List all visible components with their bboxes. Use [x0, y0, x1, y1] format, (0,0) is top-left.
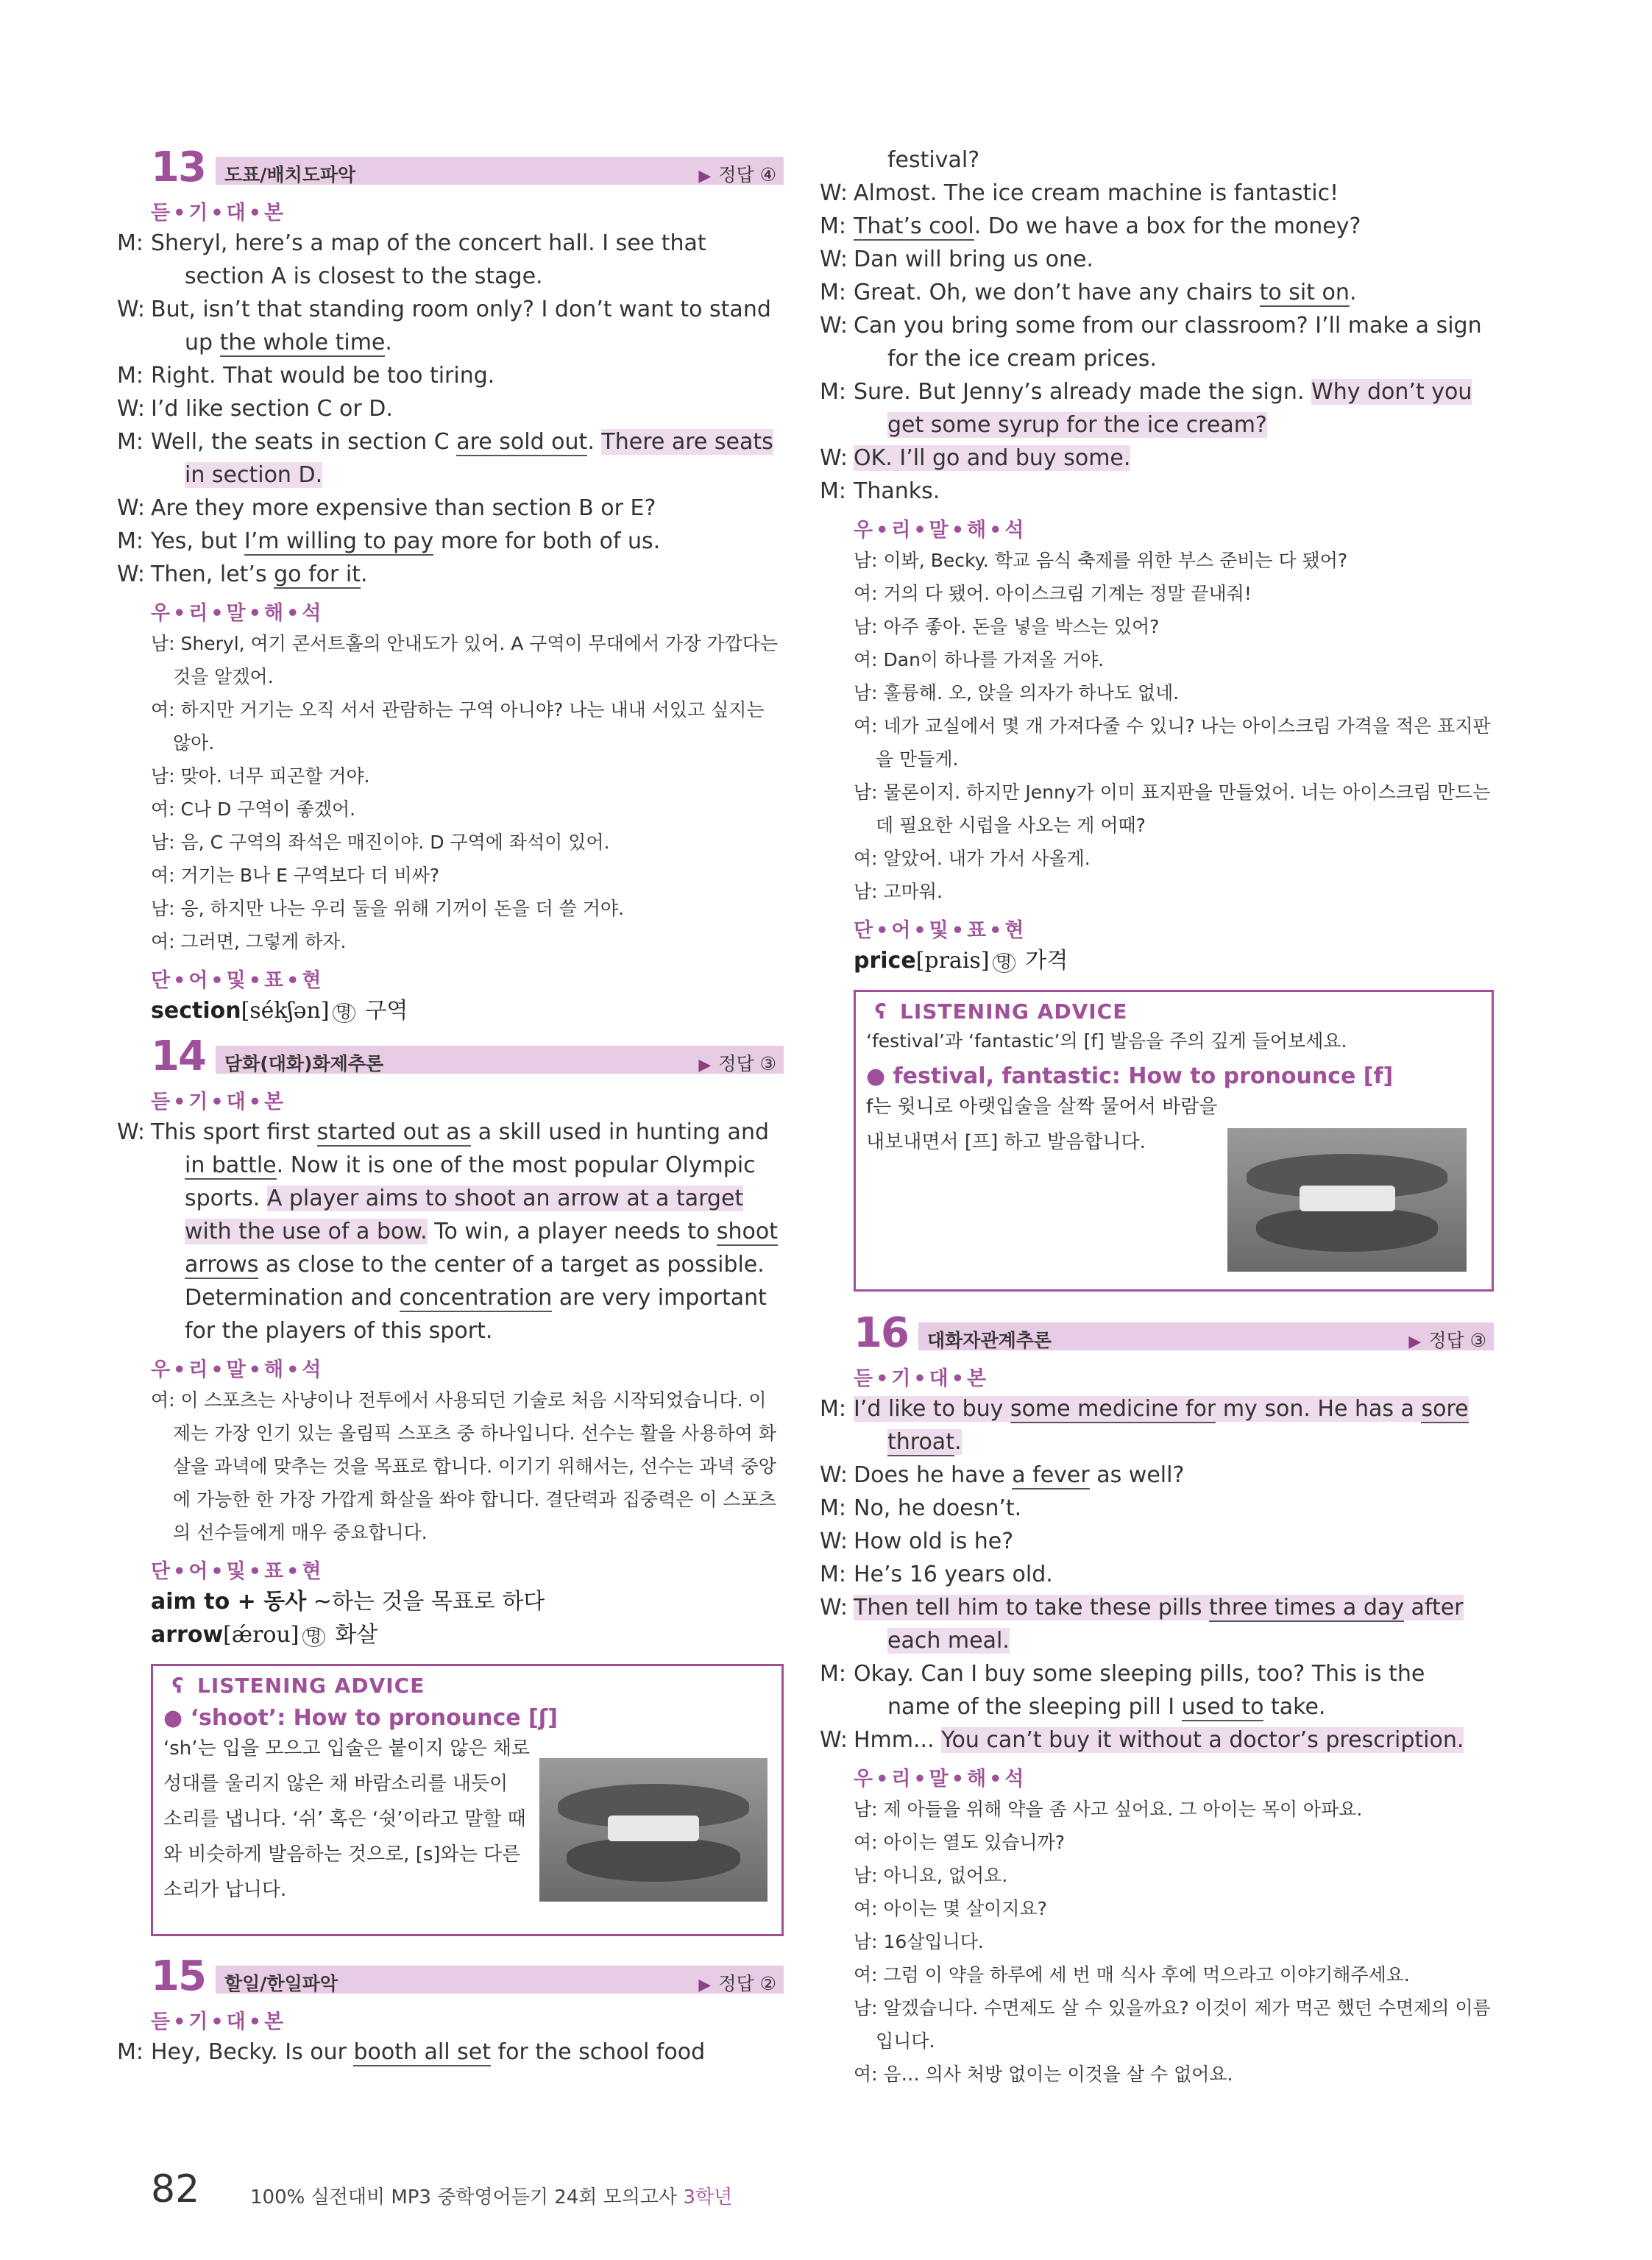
- question-number: 15: [151, 1952, 205, 2000]
- script-text: How old is he?: [854, 1528, 1014, 1554]
- script-text: Yes, but: [151, 528, 244, 554]
- script-line: W:Can you bring some from our classroom? I’ll make a sign for the ice cream prices.: [820, 313, 1482, 372]
- script-text: .: [360, 562, 368, 587]
- script-line: M:I’d like to buy some medicine for my son. He has a sore throat.: [820, 1396, 1469, 1455]
- vocab-meaning: 가격: [1018, 948, 1068, 974]
- play-triangle-icon: ▶: [698, 1976, 712, 1994]
- script-text: started out as: [316, 1119, 472, 1145]
- advice-note: ‘festival’과 ‘fantastic’의 [f] 발음을 주의 깊게 들어보세요.: [866, 1030, 1347, 1052]
- script-text: take.: [1263, 1694, 1326, 1720]
- script-text: Hmm...: [854, 1727, 942, 1753]
- q14-vocab: [151, 1585, 784, 1654]
- q14-header: [151, 1032, 784, 1080]
- script-text: Are they more expensive than section B or E?: [151, 495, 656, 521]
- translation-line: 여: 거의 다 됐어. 아이스크림 기계는 정말 끝내줘!: [854, 583, 1252, 604]
- question-type-bar: [216, 1046, 784, 1074]
- script-heading: 듣•기•대•본: [151, 2011, 287, 2033]
- vocab-meaning: ~하는 것을 목표로 하다: [306, 1589, 545, 1615]
- q15-script-start: [117, 2036, 784, 2069]
- translation-line: 남: 훌륭해. 오, 앉을 의자가 하나도 없네.: [854, 682, 1180, 704]
- translation-heading: 우•리•말•해•석: [854, 519, 1027, 542]
- script-text: You can’t buy it without a doctor’s prescription.: [941, 1727, 1464, 1753]
- script-text: He’s 16 years old.: [854, 1562, 1053, 1587]
- translation-line: 여: C나 D 구역이 좋겠어.: [151, 798, 356, 820]
- part-of-speech-badge: 명: [302, 1627, 325, 1647]
- script-text: OK. I’ll go and buy some.: [854, 445, 1131, 471]
- translation-line: 여: 아이는 몇 살이지요?: [854, 1898, 1047, 1919]
- script-text: . Now it is one of the most popular Olympic sports.: [185, 1152, 756, 1211]
- script-line: M:Sheryl, here’s a map of the concert hall. I see that section A is closest to the stage.: [117, 230, 706, 289]
- script-line: M:He’s 16 years old.: [820, 1562, 1053, 1587]
- translation-line: 남: 알겠습니다. 수면제도 살 수 있을까요? 이것이 제가 먹곤 했던 수면제의 이름입니다.: [854, 1997, 1491, 2052]
- answer-label: [698, 1049, 776, 1076]
- translation-line: 남: 고마워.: [854, 881, 943, 902]
- script-text: Does he have: [854, 1462, 1013, 1488]
- script-line: W:Almost. The ice cream machine is fantastic!: [820, 180, 1339, 206]
- script-line: M:Hey, Becky. Is our booth all set for the school food: [117, 2039, 706, 2065]
- script-text: Hey, Becky. Is our: [151, 2039, 354, 2065]
- book-title: [250, 2182, 732, 2209]
- vocab-pronunciation: [sékʃən]: [241, 998, 330, 1024]
- script-line: W:Dan will bring us one.: [820, 247, 1093, 272]
- script-text: Right. That would be too tiring.: [151, 363, 495, 389]
- script-line: W:This sport first started out as a skill used in hunting and in battle. Now it is one of the most popular Olympic sports. A player aims to shoot an arrow at a target with the use of a bow. To win, a player needs to shoot arrows as close to the center of a target as possible. Determination and concentration are very important for the players of this sport.: [117, 1119, 778, 1344]
- translation-line: 여: 이 스포츠는 사냥이나 전투에서 사용되던 기술로 처음 시작되었습니다. 이제는 가장 인기 있는 올림픽 스포츠 중 하나입니다. 선수는 활을 사용하여 화살을 과녁에 맞추는 것을 목표로 합니다. 이기기 위해서는, 선수는 과녁 중앙에 가능한 한 가장 가깝게 화살을 쏴야 합니다. 결단력과 집중력은 이 스포츠의 선수들에게 매우 중요합니다.: [151, 1389, 776, 1543]
- vocab-word: aim to + 동사: [151, 1589, 307, 1615]
- script-heading: 듣•기•대•본: [151, 202, 287, 224]
- advice-text: ‘sh’는 입을 모으고 입술은 붙이지 않은 채로 성대를 울리지 않은 채 바람소리를 내듯이 소리를 냅니다. ‘쉬’ 혹은 ‘쉿’이라고 말할 때와 비슷하게 발음하는 것으로, [s]와는 다른 소리가 납니다.: [163, 1737, 530, 1901]
- script-text: in battle: [185, 1152, 277, 1178]
- translation-line: 남: 16살입니다.: [854, 1931, 984, 1952]
- script-text: three times a day: [1209, 1595, 1404, 1620]
- listening-advice-box: [854, 990, 1494, 1292]
- script-line: W:But, isn’t that standing room only? I don’t want to stand up the whole time.: [117, 297, 771, 355]
- script-text: as close to the center of a target as possible. Determination and: [185, 1252, 765, 1311]
- vocab-heading: 단•어•및•표•현: [151, 969, 325, 992]
- script-line: W:OK. I’ll go and buy some.: [820, 445, 1131, 471]
- q15-script-continued: [820, 144, 1494, 508]
- question-type: 할일/한일파악: [224, 1973, 338, 1994]
- script-text: a skill used in hunting and: [471, 1119, 770, 1145]
- script-text: Sure. But Jenny’s already made the sign.: [854, 379, 1312, 405]
- translation-line: 남: 맞아. 너무 피곤할 거야.: [151, 765, 370, 787]
- answer-text: 정답 ③: [1428, 1330, 1486, 1351]
- translation-line: 남: Sheryl, 여기 콘서트홀의 안내도가 있어. A 구역이 무대에서 가장 가깝다는 것을 알겠어.: [151, 633, 779, 687]
- translation-line: 여: 네가 교실에서 몇 개 가져다줄 수 있니? 나는 아이스크림 가격을 적은 표지판을 만들게.: [854, 715, 1491, 770]
- script-heading: 듣•기•대•본: [854, 1367, 990, 1390]
- script-text: .: [385, 330, 392, 355]
- question-number: 13: [151, 144, 205, 191]
- script-line: M:Okay. Can I buy some sleeping pills, too? This is the name of the sleeping pill I used to take.: [820, 1661, 1425, 1720]
- script-line: W:Are they more expensive than section B or E?: [117, 495, 656, 521]
- script-text: . Do we have a box for the money?: [974, 213, 1361, 239]
- script-text: That’s cool: [854, 213, 974, 239]
- translation-line: 남: 응, 하지만 나는 우리 둘을 위해 기꺼이 돈을 더 쓸 거야.: [151, 898, 625, 919]
- q16-translation: [854, 1793, 1494, 2091]
- script-text: A player aims to shoot an arrow at a target with the use of a bow.: [185, 1186, 744, 1244]
- script-text: some medicine for: [1010, 1396, 1216, 1422]
- script-text: the whole time: [219, 330, 386, 355]
- vocab-pronunciation: [ǽrou]: [223, 1622, 299, 1648]
- script-text: after each meal.: [887, 1595, 1464, 1654]
- q16-header: [854, 1309, 1494, 1357]
- translation-line: 여: 음… 의사 처방 없이는 이것을 살 수 없어요.: [854, 2064, 1233, 2085]
- translation-line: 여: 그럼 이 약을 하루에 세 번 매 식사 후에 먹으라고 이야기해주세요.: [854, 1964, 1410, 1986]
- script-line: M:That’s cool. Do we have a box for the money?: [820, 213, 1361, 239]
- question-type: 대화자관계추론: [927, 1330, 1052, 1351]
- translation-line: 여: Dan이 하나를 가져올 거야.: [854, 649, 1105, 670]
- vocab-heading: 단•어•및•표•현: [151, 1560, 325, 1583]
- question-number: 16: [854, 1309, 908, 1357]
- script-text: Well, the seats in section C: [151, 429, 457, 455]
- script-line: W:Does he have a fever as well?: [820, 1462, 1185, 1488]
- script-line: M:Thanks.: [820, 478, 940, 504]
- translation-line: 여: 그러면, 그렇게 하자.: [151, 931, 347, 952]
- advice-subtitle: ● festival, fantastic: How to pronounce [f]: [866, 1063, 1394, 1089]
- translation-line: 남: 제 아들을 위해 약을 좀 사고 싶어요. 그 아이는 목이 아파요.: [854, 1799, 1363, 1820]
- vocab-meaning: 화살: [327, 1622, 378, 1648]
- play-triangle-icon: ▶: [698, 167, 712, 185]
- question-type-bar: [918, 1322, 1494, 1350]
- script-line: W:Hmm... You can’t buy it without a doctor’s prescription.: [820, 1727, 1464, 1753]
- script-text: as well?: [1089, 1462, 1185, 1488]
- script-text: to sit on: [1259, 280, 1350, 305]
- script-text: are sold out: [456, 429, 588, 455]
- q14-script: [117, 1116, 784, 1347]
- script-text: sore throat: [887, 1396, 1469, 1455]
- answer-label: [1408, 1326, 1486, 1353]
- script-text: Thanks.: [854, 478, 940, 504]
- translation-line: 여: 거기는 B나 E 구역보다 더 비싸?: [151, 865, 440, 886]
- script-line: M:Right. That would be too tiring.: [117, 363, 495, 389]
- left-column: [117, 144, 784, 2069]
- script-line-continued: festival?: [887, 147, 980, 173]
- page-number: 82: [151, 2167, 200, 2211]
- vocab-entry: [854, 944, 1494, 980]
- advice-subtitle: ● ‘shoot’: How to pronounce [ʃ]: [163, 1705, 558, 1731]
- script-text: concentration: [399, 1285, 553, 1311]
- script-text: my son. He has a: [1216, 1396, 1422, 1422]
- vocab-entry: [151, 994, 784, 1030]
- script-line: W:Then, let’s go for it.: [117, 562, 368, 587]
- right-column: [820, 144, 1494, 2091]
- script-text: This sport first: [151, 1119, 317, 1145]
- ear-icon: ʕ: [874, 999, 887, 1024]
- script-text: I’m willing to pay: [244, 528, 434, 554]
- advice-title: [163, 1673, 771, 1698]
- script-line: W:I’d like section C or D.: [117, 396, 393, 422]
- answer-label: [698, 160, 776, 187]
- script-line: M:Well, the seats in section C are sold out. There are seats in section D.: [117, 429, 773, 488]
- translation-line: 남: 아니요, 없어요.: [854, 1865, 1008, 1886]
- vocab-word: section: [151, 998, 241, 1024]
- answer-label: [698, 1969, 776, 1996]
- script-text: a fever: [1012, 1462, 1090, 1488]
- q14-translation: [151, 1384, 784, 1549]
- script-text: Why don’t you get some syrup for the ice cream?: [887, 379, 1472, 438]
- script-text: for the school food: [491, 2039, 706, 2065]
- part-of-speech-badge: 명: [993, 953, 1015, 973]
- q15-header: [151, 1952, 784, 2000]
- script-text: booth all set: [353, 2039, 491, 2065]
- question-type-bar: [216, 1966, 784, 1994]
- advice-title-text: LISTENING ADVICE: [900, 999, 1128, 1024]
- vocab-entry: [151, 1618, 784, 1654]
- answer-text: 정답 ③: [718, 1053, 776, 1074]
- script-text: I’d like section C or D.: [151, 396, 393, 422]
- advice-title: [866, 999, 1481, 1024]
- vocab-word: price: [854, 948, 916, 974]
- script-text: more for both of us.: [433, 528, 661, 554]
- script-heading: 듣•기•대•본: [151, 1091, 287, 1113]
- translation-heading: 우•리•말•해•석: [151, 1359, 325, 1381]
- script-line: M:Great. Oh, we don’t have any chairs to sit on.: [820, 280, 1357, 305]
- script-text: But, isn’t that standing room only? I don’t want to stand up: [151, 297, 771, 355]
- part-of-speech-badge: 명: [333, 1003, 355, 1023]
- script-text: Then, let’s: [151, 562, 274, 587]
- question-type: 담화(대화)화제추론: [224, 1053, 384, 1074]
- q13-vocab: [151, 994, 784, 1030]
- translation-line: 남: 아주 좋아. 돈을 넣을 박스는 있어?: [854, 616, 1160, 637]
- script-text: .: [587, 429, 602, 455]
- script-text: are very important for the players of this sport.: [185, 1285, 767, 1344]
- grade-label: 3학년: [683, 2186, 733, 2208]
- q13-header: [151, 144, 784, 191]
- play-triangle-icon: ▶: [698, 1056, 712, 1074]
- script-text: Okay. Can I buy some sleeping pills, too? This is the name of the sleeping pill I: [854, 1661, 1425, 1720]
- script-text: Then tell him to take these pills: [854, 1595, 1210, 1620]
- script-text: Almost. The ice cream machine is fantastic!: [854, 180, 1339, 206]
- answer-text: 정답 ④: [718, 164, 776, 185]
- script-line: M:No, he doesn’t.: [820, 1495, 1022, 1521]
- translation-line: 여: 아이는 열도 있습니까?: [854, 1832, 1066, 1853]
- q15-vocab: [854, 944, 1494, 980]
- question-number: 14: [151, 1032, 205, 1080]
- script-text: Great. Oh, we don’t have any chairs: [854, 280, 1260, 305]
- vocab-pronunciation: [prais]: [915, 948, 990, 974]
- translation-line: 여: 하지만 거기는 오직 서서 관람하는 구역 아니야? 나는 내내 서있고 싶지는 않아.: [151, 699, 765, 754]
- vocab-meaning: 구역: [358, 998, 408, 1024]
- vocab-heading: 단•어•및•표•현: [854, 919, 1027, 942]
- script-line: W:Then tell him to take these pills three times a day after each meal.: [820, 1595, 1464, 1654]
- advice-title-text: LISTENING ADVICE: [197, 1673, 425, 1698]
- vocab-entry: [151, 1585, 784, 1618]
- script-text: used to: [1181, 1694, 1264, 1720]
- script-text: I’d like to buy: [854, 1396, 1010, 1422]
- script-line: W:How old is he?: [820, 1528, 1014, 1554]
- translation-heading: 우•리•말•해•석: [854, 1768, 1027, 1790]
- script-text: No, he doesn’t.: [854, 1495, 1022, 1521]
- q16-script: [820, 1392, 1494, 1757]
- question-type-bar: [216, 157, 784, 185]
- ear-icon: ʕ: [171, 1673, 185, 1698]
- book-title-text: 100% 실전대비 MP3 중학영어듣기 24회 모의고사: [250, 2186, 684, 2208]
- script-text: To win, a player needs to: [427, 1219, 717, 1244]
- script-text: Dan will bring us one.: [854, 247, 1093, 272]
- q15-translation: [854, 544, 1494, 908]
- script-text: .: [954, 1429, 962, 1455]
- play-triangle-icon: ▶: [1408, 1333, 1422, 1351]
- listening-advice-box: [151, 1664, 784, 1936]
- script-text: .: [1349, 280, 1357, 305]
- vocab-word: arrow: [151, 1622, 224, 1648]
- answer-text: 정답 ②: [718, 1973, 776, 1994]
- translation-line: 남: 이봐, Becky. 학교 음식 축제를 위한 부스 준비는 다 됐어?: [854, 550, 1348, 571]
- advice-text: f는 윗니로 아랫입술을 살짝 물어서 바람을 내보내면서 [프] 하고 발음합니다.: [866, 1096, 1218, 1153]
- lips-photo: [539, 1758, 767, 1902]
- q13-translation: [151, 627, 784, 958]
- script-text: shoot arrows: [185, 1219, 778, 1278]
- translation-heading: 우•리•말•해•석: [151, 602, 325, 625]
- script-text: There are seats in section D.: [185, 429, 773, 488]
- question-type: 도표/배치도파악: [224, 164, 356, 185]
- translation-line: 여: 알았어. 내가 가서 사올게.: [854, 848, 1091, 869]
- translation-line: 남: 물론이지. 하지만 Jenny가 이미 표지판을 만들었어. 너는 아이스크림 만드는 데 필요한 시럽을 사오는 게 어때?: [854, 782, 1491, 836]
- script-text: go for it: [274, 562, 361, 587]
- script-line: M:Sure. But Jenny’s already made the sign. Why don’t you get some syrup for the ice cream?: [820, 379, 1472, 438]
- script-line: M:Yes, but I’m willing to pay more for both of us.: [117, 528, 661, 554]
- script-text: Can you bring some from our classroom? I’ll make a sign for the ice cream prices.: [854, 313, 1482, 372]
- translation-line: 남: 음, C 구역의 좌석은 매진이야. D 구역에 좌석이 있어.: [151, 832, 610, 853]
- q13-script: [117, 227, 784, 591]
- lips-photo: [1227, 1128, 1467, 1272]
- script-text: Sheryl, here’s a map of the concert hall. I see that section A is closest to the stage.: [151, 230, 706, 289]
